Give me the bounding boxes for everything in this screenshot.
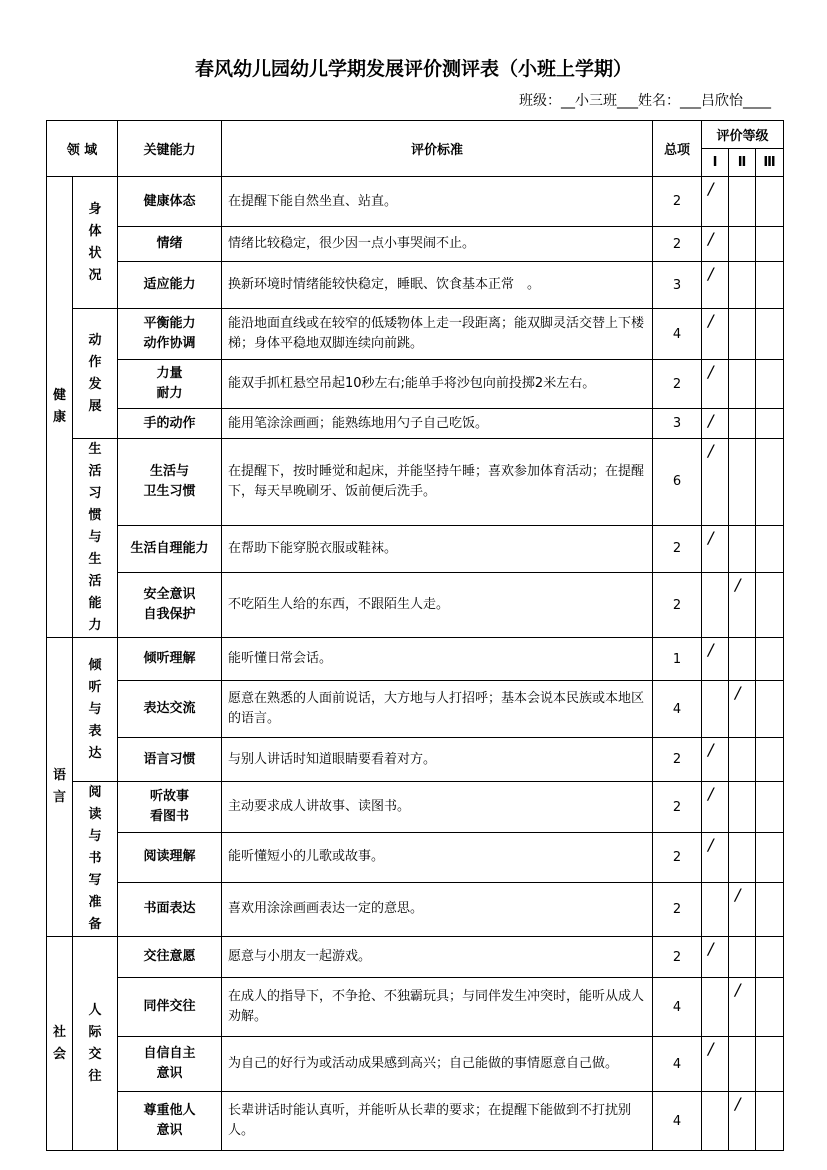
level-3-cell (756, 638, 784, 681)
standard-cell: 喜欢用涂涂画画表达一定的意思。 (222, 882, 653, 936)
check-mark: / (708, 527, 714, 547)
standard-cell: 为自己的好行为或活动成果感到高兴；自己能做的事情愿意自己做。 (222, 1037, 653, 1092)
check-mark: / (708, 640, 714, 659)
level-3-cell (756, 227, 784, 262)
level-2-cell (729, 309, 756, 360)
level-3-cell (756, 833, 784, 882)
level-1-cell (702, 978, 729, 1037)
level-1-cell (702, 309, 729, 360)
subdomain-cell (73, 309, 118, 439)
table-row (47, 937, 784, 978)
table-row (47, 681, 784, 738)
table-row (47, 360, 784, 409)
domain-cell (47, 638, 73, 937)
table-body (47, 177, 784, 1151)
level-2-cell (729, 638, 756, 681)
total-cell: 4 (653, 681, 702, 738)
level-2-cell (729, 882, 756, 936)
total-cell: 2 (653, 227, 702, 262)
table-row (47, 573, 784, 638)
total-cell: 2 (653, 833, 702, 882)
table-row (47, 309, 784, 360)
level-1-cell (702, 360, 729, 409)
level-3-cell (756, 409, 784, 439)
table-row (47, 439, 784, 526)
total-cell: 3 (653, 409, 702, 439)
standard-cell: 能听懂日常会话。 (222, 638, 653, 681)
total-cell: 2 (653, 937, 702, 978)
level-2-cell (729, 409, 756, 439)
level-2-cell (729, 937, 756, 978)
total-cell: 4 (653, 1092, 702, 1151)
level-1-cell (702, 681, 729, 738)
table-row (47, 738, 784, 782)
standard-cell: 愿意在熟悉的人面前说话，大方地与人打招呼；基本会说本民族或本地区的语言。 (222, 681, 653, 738)
skill-cell: 情绪 (118, 227, 222, 262)
standard-cell: 能沿地面直线或在较窄的低矮物体上走一段距离；能双脚灵活交替上下楼梯；身体平稳地双脚连续向前跳。 (222, 309, 653, 360)
level-1-cell (702, 638, 729, 681)
subdomain-cell (73, 177, 118, 309)
level-2-cell (729, 738, 756, 782)
skill-cell: 语言习惯 (118, 738, 222, 782)
level-1-cell (702, 738, 729, 782)
standard-cell: 长辈讲话时能认真听，并能听从长辈的要求；在提醒下能做到不打扰别人。 (222, 1092, 653, 1151)
skill-cell: 安全意识 自我保护 (118, 573, 222, 638)
domain-label: 社会 (53, 1024, 67, 1062)
skill-cell: 表达交流 (118, 681, 222, 738)
table-row (47, 882, 784, 936)
level-3-cell (756, 738, 784, 782)
standard-cell: 与别人讲话时知道眼睛要看着对方。 (222, 738, 653, 782)
level-1-cell (702, 227, 729, 262)
standard-cell: 能用笔涂涂画画；能熟练地用勺子自己吃饭。 (222, 409, 653, 439)
total-cell: 3 (653, 262, 702, 309)
header-level-1: Ⅰ (702, 149, 729, 177)
level-1-cell (702, 1092, 729, 1151)
skill-cell: 手的动作 (118, 409, 222, 439)
total-cell: 6 (653, 439, 702, 526)
table-row (47, 1037, 784, 1092)
domain-label: 健康 (53, 388, 67, 425)
total-cell: 4 (653, 1037, 702, 1092)
level-2-cell (729, 782, 756, 833)
check-mark: / (735, 884, 741, 904)
check-mark: / (708, 740, 714, 759)
domain-label: 语言 (53, 768, 67, 805)
subdomain-cell (73, 782, 118, 937)
check-mark: / (708, 1039, 714, 1058)
skill-cell: 交往意愿 (118, 937, 222, 978)
header-level-2: Ⅱ (729, 149, 756, 177)
check-mark: / (708, 179, 714, 198)
header-standard: 评价标准 (222, 121, 653, 177)
standard-cell: 能双手抓杠悬空吊起10秒左右;能单手将沙包向前投掷2米左右。 (222, 360, 653, 409)
skill-cell: 尊重他人 意识 (118, 1092, 222, 1151)
level-1-cell (702, 525, 729, 572)
level-2-cell (729, 573, 756, 638)
level-3-cell (756, 525, 784, 572)
class-name-line: 班级：__小三班___姓名：___吕欣怡____ (519, 93, 771, 109)
total-cell: 2 (653, 177, 702, 227)
level-3-cell (756, 573, 784, 638)
check-mark: / (708, 784, 714, 803)
total-cell: 2 (653, 360, 702, 409)
check-mark: / (735, 575, 741, 595)
table-row (47, 638, 784, 681)
standard-cell: 能听懂短小的儿歌或故事。 (222, 833, 653, 882)
level-1-cell (702, 439, 729, 526)
level-1-cell (702, 573, 729, 638)
check-mark: / (708, 441, 714, 460)
skill-cell: 阅读理解 (118, 833, 222, 882)
check-mark: / (708, 362, 714, 381)
level-2-cell (729, 1037, 756, 1092)
header-level-3: Ⅲ (756, 149, 784, 177)
standard-cell: 情绪比较稳定，很少因一点小事哭闹不止。 (222, 227, 653, 262)
subdomain-cell (73, 937, 118, 1151)
level-2-cell (729, 177, 756, 227)
level-3-cell (756, 782, 784, 833)
level-1-cell (702, 1037, 729, 1092)
level-2-cell (729, 439, 756, 526)
level-2-cell (729, 360, 756, 409)
total-cell: 1 (653, 638, 702, 681)
subdomain-cell (73, 638, 118, 782)
level-2-cell (729, 525, 756, 572)
skill-cell: 倾听理解 (118, 638, 222, 681)
level-2-cell (729, 227, 756, 262)
table-row (47, 262, 784, 309)
header-total: 总项 (653, 121, 702, 177)
table-row (47, 227, 784, 262)
check-mark: / (735, 683, 741, 702)
skill-cell: 平衡能力 动作协调 (118, 309, 222, 360)
skill-cell: 力量 耐力 (118, 360, 222, 409)
subdomain-label: 动作发展 (88, 332, 102, 414)
level-2-cell (729, 681, 756, 738)
evaluation-table (46, 120, 784, 1151)
subdomain-label: 阅读与书写准备 (88, 785, 102, 932)
level-3-cell (756, 439, 784, 526)
level-3-cell (756, 177, 784, 227)
level-1-cell (702, 262, 729, 309)
subdomain-label: 人际交往 (88, 1002, 102, 1084)
table-row (47, 833, 784, 882)
domain-cell (47, 177, 73, 638)
header-skill: 关键能力 (118, 121, 222, 177)
subdomain-label: 身体状况 (88, 201, 102, 283)
level-3-cell (756, 1092, 784, 1151)
level-3-cell (756, 309, 784, 360)
level-1-cell (702, 409, 729, 439)
level-2-cell (729, 833, 756, 882)
total-cell: 2 (653, 525, 702, 572)
subdomain-label: 生活习惯与生活能力 (88, 442, 102, 633)
total-cell: 2 (653, 573, 702, 638)
standard-cell: 在提醒下能自然坐直、站直。 (222, 177, 653, 227)
skill-cell: 适应能力 (118, 262, 222, 309)
level-3-cell (756, 978, 784, 1037)
level-2-cell (729, 1092, 756, 1151)
check-mark: / (708, 411, 714, 430)
header-domain: 领 域 (47, 121, 118, 177)
level-3-cell (756, 1037, 784, 1092)
check-mark: / (708, 311, 714, 330)
standard-cell: 在帮助下能穿脱衣服或鞋袜。 (222, 525, 653, 572)
total-cell: 4 (653, 978, 702, 1037)
level-1-cell (702, 882, 729, 936)
level-3-cell (756, 262, 784, 309)
check-mark: / (735, 980, 741, 999)
table-row (47, 782, 784, 833)
standard-cell: 换新环境时情绪能较快稳定，睡眠、饮食基本正常 。 (222, 262, 653, 309)
skill-cell: 生活与 卫生习惯 (118, 439, 222, 526)
level-1-cell (702, 833, 729, 882)
skill-cell: 书面表达 (118, 882, 222, 936)
level-3-cell (756, 937, 784, 978)
standard-cell: 在成人的指导下，不争抢、不独霸玩具；与同伴发生冲突时，能听从成人劝解。 (222, 978, 653, 1037)
standard-cell: 愿意与小朋友一起游戏。 (222, 937, 653, 978)
level-3-cell (756, 882, 784, 936)
level-2-cell (729, 262, 756, 309)
total-cell: 2 (653, 782, 702, 833)
total-cell: 4 (653, 309, 702, 360)
level-1-cell (702, 177, 729, 227)
check-mark: / (708, 229, 714, 248)
check-mark: / (708, 835, 714, 855)
table-row (47, 978, 784, 1037)
check-mark: / (735, 1094, 741, 1113)
total-cell: 2 (653, 882, 702, 936)
check-mark: / (708, 264, 714, 283)
level-1-cell (702, 937, 729, 978)
standard-cell: 不吃陌生人给的东西，不跟陌生人走。 (222, 573, 653, 638)
level-2-cell (729, 978, 756, 1037)
skill-cell: 生活自理能力 (118, 525, 222, 572)
table-row (47, 409, 784, 439)
skill-cell: 健康体态 (118, 177, 222, 227)
subdomain-cell (73, 439, 118, 638)
skill-cell: 听故事 看图书 (118, 782, 222, 833)
subdomain-label: 倾听与表达 (88, 657, 102, 761)
check-mark: / (708, 939, 714, 958)
domain-cell (47, 937, 73, 1151)
level-3-cell (756, 360, 784, 409)
table-row (47, 177, 784, 227)
page-title: 春风幼儿园幼儿学期发展评价测评表（小班上学期） (194, 58, 632, 80)
level-3-cell (756, 681, 784, 738)
total-cell: 2 (653, 738, 702, 782)
skill-cell: 自信自主 意识 (118, 1037, 222, 1092)
level-1-cell (702, 782, 729, 833)
header-level: 评价等级 (702, 121, 784, 149)
table-row (47, 525, 784, 572)
standard-cell: 主动要求成人讲故事、读图书。 (222, 782, 653, 833)
skill-cell: 同伴交往 (118, 978, 222, 1037)
table-row (47, 1092, 784, 1151)
standard-cell: 在提醒下，按时睡觉和起床，并能坚持午睡；喜欢参加体育活动；在提醒下，每天早晚刷牙、饭前便后洗手。 (222, 439, 653, 526)
